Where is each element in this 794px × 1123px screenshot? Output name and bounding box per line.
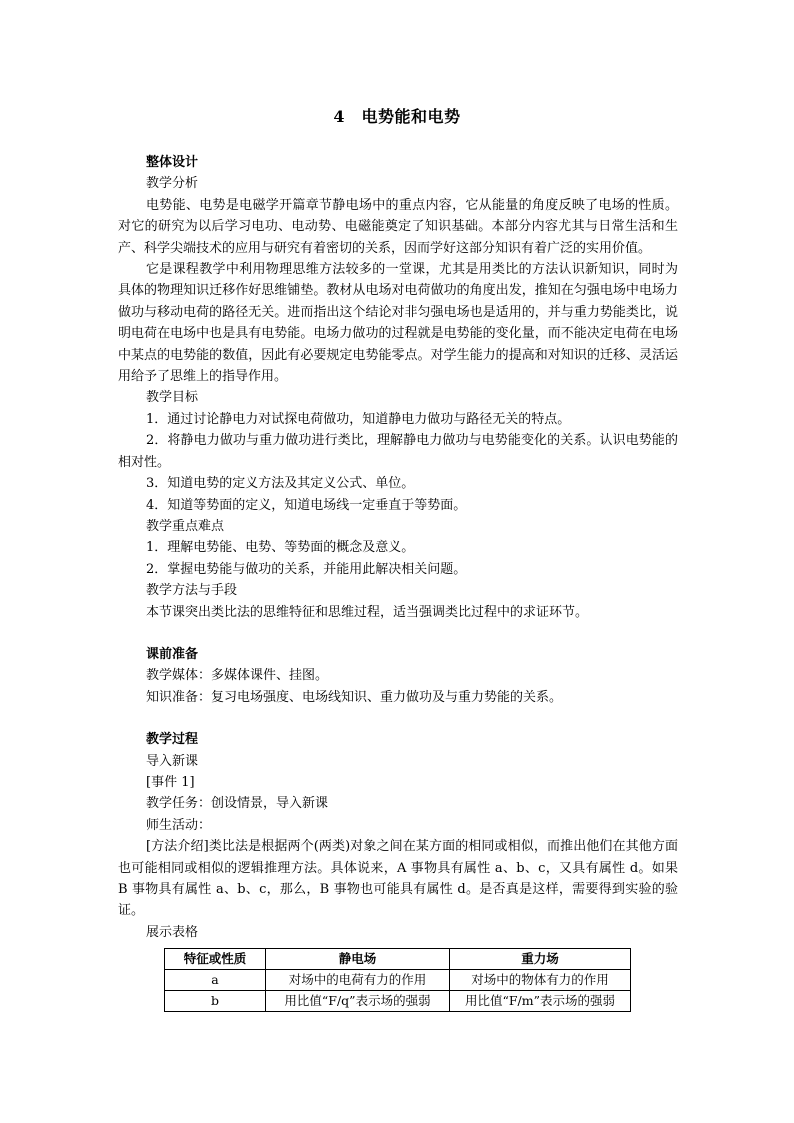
label-goals: 教学目标 <box>146 390 199 406</box>
document-body <box>118 152 678 943</box>
section-heading-design: 整体设计 <box>146 155 199 170</box>
table-cell: 对场中的电荷有力的作用 <box>266 970 450 991</box>
goal-item-3: 3．知道电势的定义方法及其定义公式、单位。 <box>146 476 415 492</box>
prep-media: 教学媒体：多媒体课件、挂图。 <box>146 668 329 684</box>
table-cell: 用比值“F/q”表示场的强弱 <box>266 991 450 1012</box>
table-cell: 用比值“F/m”表示场的强弱 <box>450 991 631 1012</box>
goal-item-2: 2．将静电力做功与重力做功进行类比，理解静电力做功与电势能变化的关系。认识电势能的相对性。 <box>118 433 678 470</box>
prep-knowledge: 知识准备：复习电场强度、电场线知识、重力做功及与重力势能的关系。 <box>146 689 563 705</box>
goal-item-4: 4．知道等势面的定义，知道电场线一定垂直于等势面。 <box>146 497 467 513</box>
label-analysis: 教学分析 <box>146 176 199 192</box>
key-item-2: 2．掌握电势能与做功的关系，并能用此解决相关问题。 <box>146 561 467 577</box>
label-method: 教学方法与手段 <box>146 583 238 599</box>
paragraph-analysis-2: 它是课程教学中利用物理思维方法较多的一堂课，尤其是用类比的方法认识新知识，同时为具体的物理知识迁移作好思维铺垫。教材从电场对电荷做功的角度出发，推知在匀强电场中电场力做功与移动电荷的路径无关。进而指出这个结论对非匀强电场也是适用的，并与重力势能类比，说明电荷在电场中也是具有电势能。电场力做功的过程就是电势能的变化量，而不能决定电荷在电场中某点的电势能的数值，因此有必要规定电势能零点。对学生能力的提高和对知识的迁移、灵活运用给予了思维上的指导作用。 <box>118 262 678 385</box>
table-cell: a <box>165 970 266 991</box>
spacer <box>118 623 678 644</box>
label-activity: 师生活动： <box>146 817 212 833</box>
label-table: 展示表格 <box>146 924 199 940</box>
table-header-cell: 重力场 <box>450 949 631 970</box>
section-heading-prep: 课前准备 <box>146 646 199 662</box>
page-title: 4 电势能和电势 <box>333 107 461 126</box>
table-cell: b <box>165 991 266 1012</box>
label-key-points: 教学重点难点 <box>146 518 225 534</box>
paragraph-method-intro: [方法介绍]类比法是根据两个(两类)对象之间在某方面的相同或相似，而推出他们在其他方面也可能相同或相似的逻辑推理方法。具体说来，A 事物具有属性 a、b、c，又具有属性 d。如果 B 事物具有属性 a、b、c，那么，B 事物也可能具有属性 d。是否真是这样，需要得到实验的验证。 <box>118 839 678 919</box>
goal-item-1: 1．通过讨论静电力对试探电荷做功，知道静电力做功与路径无关的特点。 <box>146 411 571 427</box>
spacer <box>118 708 678 729</box>
key-item-1: 1．理解电势能、电势、等势面的概念及意义。 <box>146 540 415 556</box>
table-header-cell: 静电场 <box>266 949 450 970</box>
paragraph-method: 本节课突出类比法的思维特征和思维过程，适当强调类比过程中的求证环节。 <box>146 604 589 620</box>
comparison-table <box>164 948 631 1012</box>
paragraph-analysis-1: 电势能、电势是电磁学开篇章节静电场中的重点内容，它从能量的角度反映了电场的性质。对它的研究为以后学习电功、电动势、电磁能奠定了知识基础。本部分内容尤其与日常生活和生产、科学尖端技术的应用与研究有着密切的关系，因而学好这部分知识有着广泛的实用价值。 <box>118 197 678 256</box>
table-cell: 对场中的物体有力的作用 <box>450 970 631 991</box>
table-header-cell: 特征或性质 <box>165 949 266 970</box>
task-text: 教学任务：创设情景，导入新课 <box>146 796 329 812</box>
table-row <box>165 991 631 1012</box>
label-event: [事件 1] <box>146 774 195 790</box>
label-intro: 导入新课 <box>146 753 199 769</box>
table-row <box>165 970 631 991</box>
section-heading-process: 教学过程 <box>146 732 199 748</box>
table-header-row <box>165 949 631 970</box>
